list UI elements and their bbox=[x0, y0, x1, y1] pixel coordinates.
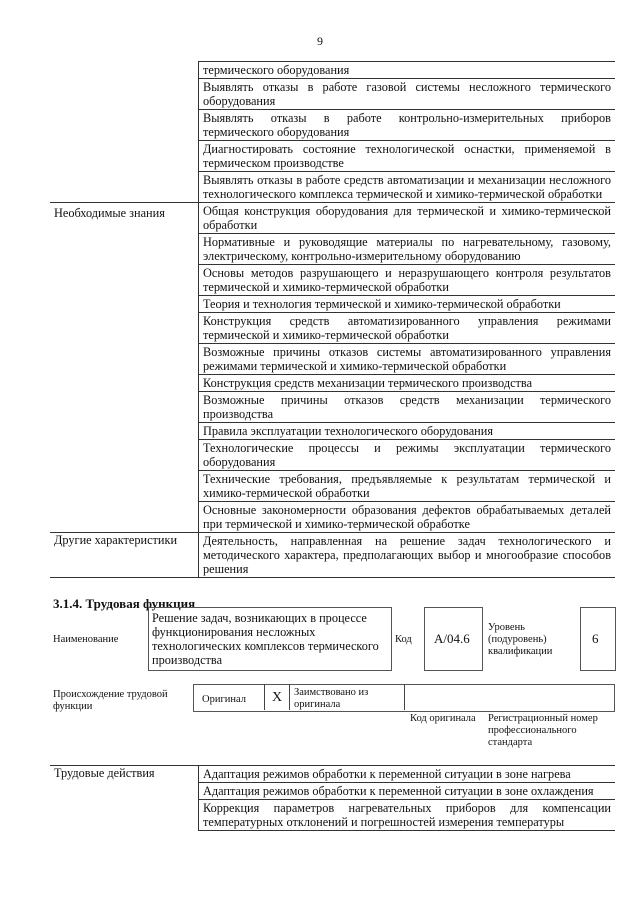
code-original-label: Код оригинала bbox=[410, 713, 476, 724]
table-row: Основы методов разрушающего и неразрушающего контроля результатов термической и химико-термической обработки bbox=[199, 265, 616, 296]
table-row: Выявлять отказы в работе газовой системы несложного термического оборудования bbox=[199, 79, 616, 110]
table-row: Нормативные и руководящие материалы по нагревательному, газовому, электрическому, контрольно-измерительному оборудованию bbox=[199, 234, 616, 265]
table-row: Возможные причины отказов средств механизации термического производства bbox=[199, 392, 616, 423]
level-value: 6 bbox=[592, 631, 599, 646]
table-row: термического оборудования bbox=[199, 62, 616, 79]
origin-label: Происхождение трудовой функции bbox=[53, 689, 168, 712]
table-row: Конструкция средств автоматизированного управления режимами термической и химико-термической обработки bbox=[199, 313, 616, 344]
table-row: Технические требования, предъявляемые к результатам термической и химико-термической обработки bbox=[199, 471, 616, 502]
original-label: Оригинал bbox=[202, 694, 246, 705]
code-label: Код bbox=[395, 634, 412, 645]
name-label: Наименование bbox=[53, 634, 119, 645]
table-row: Общая конструкция оборудования для термической и химико-термической обработки bbox=[199, 203, 616, 234]
registration-number-label: Регистрационный номер профессионального стандарта bbox=[488, 713, 598, 748]
skills-knowledge-table bbox=[50, 61, 615, 578]
page-number: 9 bbox=[317, 34, 323, 48]
knowledge-label: Необходимые знания bbox=[50, 203, 199, 234]
borrowed-label: Заимствовано из оригинала bbox=[294, 687, 369, 710]
table-row: Выявлять отказы в работе средств автоматизации и механизации несложного технологического комплекса термической и химико-термической обработки bbox=[199, 172, 616, 203]
table-row: Адаптация режимов обработки к переменной ситуации в зоне охлаждения bbox=[199, 783, 616, 800]
level-label: Уровень (подуровень) квалификации bbox=[488, 622, 553, 657]
name-value: Решение задач, возникающих в процессе функционирования несложных технологических комплексов термического производства bbox=[152, 611, 379, 667]
table-row: Диагностировать состояние технологической оснастки, применяемой в термическом производстве bbox=[199, 141, 616, 172]
table-row: Выявлять отказы в работе контрольно-измерительных приборов термического оборудования bbox=[199, 110, 616, 141]
table-row: Технологические процессы и режимы эксплуатации термического оборудования bbox=[199, 440, 616, 471]
table-row: Коррекция параметров нагревательных приборов для компенсации температурных отклонений и погрешностей измерения температуры bbox=[199, 800, 616, 831]
table-row: Конструкция средств механизации термического производства bbox=[199, 375, 616, 392]
table-row: Основные закономерности образования дефектов обрабатываемых деталей при термической и химико-термической обработке bbox=[199, 502, 616, 533]
table-row: Теория и технология термической и химико-термической обработки bbox=[199, 296, 616, 313]
original-mark: X bbox=[272, 690, 283, 705]
code-value: A/04.6 bbox=[434, 631, 470, 646]
table-row: Правила эксплуатации технологического оборудования bbox=[199, 423, 616, 440]
table-row: Деятельность, направленная на решение задач технологического и методического характера, предполагающих выбор и многообразие способов решения bbox=[199, 533, 616, 578]
section-title: 3.1.4. Трудовая функция bbox=[53, 596, 196, 611]
labor-actions-label: Трудовые действия bbox=[50, 766, 199, 783]
empty-label-cell bbox=[50, 62, 199, 79]
table-row: Адаптация режимов обработки к переменной ситуации в зоне нагрева bbox=[199, 766, 616, 783]
table-row: Возможные причины отказов системы автоматизированного управления режимами термической и химико-термической обработки bbox=[199, 344, 616, 375]
labor-actions-table bbox=[50, 765, 615, 831]
other-characteristics-label: Другие характеристики bbox=[50, 533, 199, 578]
